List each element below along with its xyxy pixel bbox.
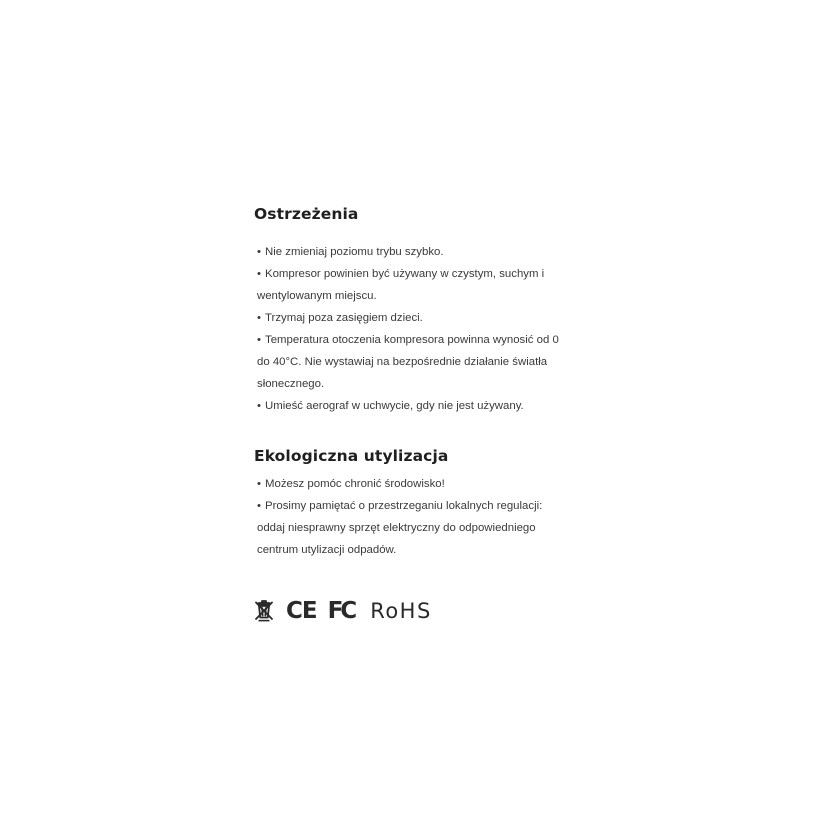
bullet: • — [257, 246, 261, 258]
list-item — [257, 395, 594, 417]
certification-marks — [254, 598, 432, 624]
rohs-mark-icon: RoHS — [370, 599, 432, 623]
list-item — [257, 495, 594, 517]
list-item — [257, 241, 594, 263]
ce-mark-icon: CE — [286, 598, 317, 624]
list-item-text: centrum utylizacji odpadów. — [257, 544, 397, 556]
list-item-continuation — [257, 373, 594, 395]
list-item-text: Możesz pomóc chronić środowisko! — [265, 478, 445, 490]
bullet: • — [257, 268, 261, 280]
crossed-out-wheelie-bin-icon — [254, 600, 274, 622]
list-item-continuation — [257, 285, 594, 307]
warnings-list — [254, 241, 594, 417]
list-item — [257, 263, 594, 285]
list-item-text: Kompresor powinien być używany w czystym, suchym i — [265, 268, 545, 280]
list-item-text: Prosimy pamiętać o przestrzeganiu lokalnych regulacji: — [265, 500, 543, 512]
list-item-text: Nie zmieniaj poziomu trybu szybko. — [265, 246, 444, 258]
bullet: • — [257, 312, 261, 324]
eco-heading: Ekologiczna utylizacja — [254, 447, 449, 465]
list-item-text: do 40°C. Nie wystawiaj na bezpośrednie działanie światła — [257, 356, 548, 368]
list-item — [257, 329, 594, 351]
list-item — [257, 307, 594, 329]
list-item-continuation — [257, 517, 594, 539]
list-item-continuation — [257, 539, 594, 561]
eco-list — [254, 473, 594, 561]
warnings-section — [254, 203, 594, 417]
warnings-heading: Ostrzeżenia — [254, 205, 359, 223]
list-item-text: słonecznego. — [257, 378, 325, 390]
list-item-text: oddaj niesprawny sprzęt elektryczny do odpowiedniego — [257, 522, 536, 534]
bullet: • — [257, 400, 261, 412]
list-item-text: Temperatura otoczenia kompresora powinna wynosić od 0 — [265, 334, 559, 346]
bullet: • — [257, 478, 261, 490]
eco-disposal-section — [254, 445, 594, 561]
list-item-text: Umieść aerograf w uchwycie, gdy nie jest używany. — [265, 400, 524, 412]
list-item — [257, 473, 594, 495]
fcc-mark-icon: FC — [327, 598, 355, 624]
list-item-text: Trzymaj poza zasięgiem dzieci. — [265, 312, 423, 324]
bullet: • — [257, 334, 261, 346]
list-item-text: wentylowanym miejscu. — [257, 290, 377, 302]
bullet: • — [257, 500, 261, 512]
list-item-continuation — [257, 351, 594, 373]
